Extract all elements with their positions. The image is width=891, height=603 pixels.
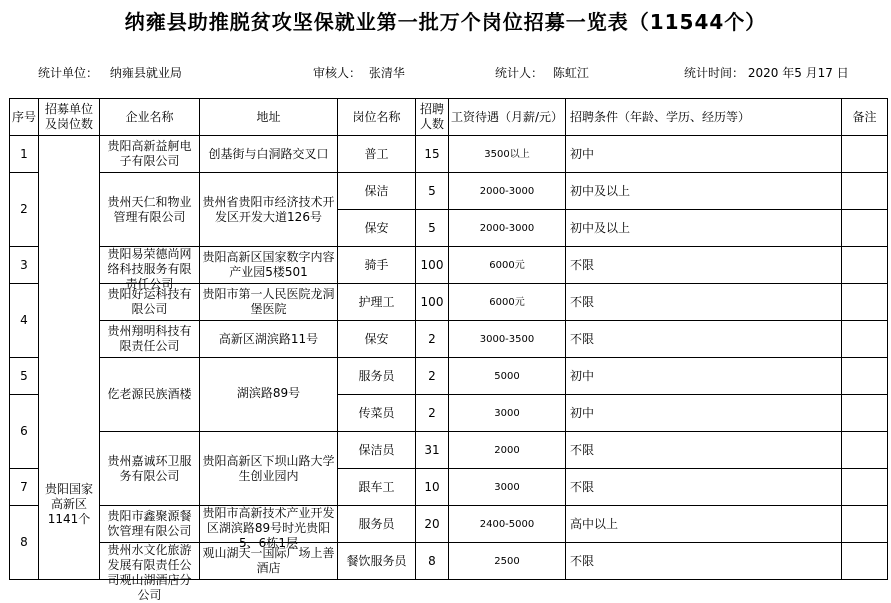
- reviewer-value: 张清华: [368, 66, 405, 80]
- pay-cell: 3000: [449, 469, 566, 506]
- note-cell: [842, 469, 888, 506]
- requirements-cell: 初中: [566, 395, 842, 432]
- position-cell: 骑手: [338, 247, 416, 284]
- stat-unit-label: 统计单位：: [38, 66, 99, 80]
- table-row: [10, 358, 888, 395]
- company-cell: 贵阳高新益舸电子有限公司: [100, 136, 200, 173]
- count-cell: 10: [416, 469, 449, 506]
- header-seq: 序号: [10, 99, 39, 136]
- pay-cell: 6000元: [449, 284, 566, 321]
- position-cell: 服务员: [338, 358, 416, 395]
- stat-person: [495, 64, 589, 81]
- note-cell: [842, 247, 888, 284]
- stat-time-value: 2020 年5 月17 日: [747, 66, 849, 80]
- pay-cell: 5000: [449, 358, 566, 395]
- table-row: [10, 173, 888, 210]
- count-cell: 2: [416, 321, 449, 358]
- requirements-cell: 初中及以上: [566, 173, 842, 210]
- address-cell: 观山湖天一国际广场上善酒店: [200, 543, 338, 580]
- count-cell: 5: [416, 210, 449, 247]
- header-requirements: 招聘条件（年龄、学历、经历等）: [566, 99, 842, 136]
- table-row: [10, 136, 888, 173]
- seq-cell: 8: [10, 506, 39, 580]
- stat-person-value: 陈虹江: [552, 66, 589, 80]
- requirements-cell: 初中: [566, 358, 842, 395]
- seq-cell: 5: [10, 358, 39, 395]
- company-cell: 仡老源民族酒楼: [100, 358, 200, 432]
- pay-cell: 3500以上: [449, 136, 566, 173]
- address-cell: 贵州省贵阳市经济技术开发区开发大道126号: [200, 173, 338, 247]
- stat-time: [684, 64, 849, 81]
- header-address: 地址: [200, 99, 338, 136]
- address-cell: 贵阳市高新技术产业开发区湖滨路89号时光贵阳5、6栋1层: [202, 506, 335, 550]
- pay-cell: 3000-3500: [449, 321, 566, 358]
- note-cell: [842, 210, 888, 247]
- requirements-cell: 不限: [566, 432, 842, 469]
- company-cell: 贵州翔明科技有限责任公司: [100, 321, 200, 358]
- table-row: [10, 543, 888, 580]
- count-cell: 100: [416, 247, 449, 284]
- stat-unit-value: 纳雍县就业局: [109, 66, 182, 80]
- pay-cell: 2000-3000: [449, 210, 566, 247]
- seq-cell: 4: [10, 284, 39, 358]
- note-cell: [842, 432, 888, 469]
- reviewer: [313, 64, 405, 81]
- requirements-cell: 不限: [566, 543, 842, 580]
- pay-cell: 2400-5000: [449, 506, 566, 543]
- header-position: 岗位名称: [338, 99, 416, 136]
- position-cell: 服务员: [338, 506, 416, 543]
- note-cell: [842, 136, 888, 173]
- position-cell: 餐饮服务员: [338, 543, 416, 580]
- requirements-cell: 不限: [566, 247, 842, 284]
- address-cell: 贵阳市第一人民医院龙洞堡医院: [200, 284, 338, 321]
- pay-cell: 2000-3000: [449, 173, 566, 210]
- pay-cell: 6000元: [449, 247, 566, 284]
- requirements-cell: 初中: [566, 136, 842, 173]
- count-cell: 2: [416, 358, 449, 395]
- header-unit: 招募单位及岗位数: [39, 99, 100, 136]
- pay-cell: 2500: [449, 543, 566, 580]
- note-cell: [842, 506, 888, 543]
- address-cell: 创基街与白洞路交叉口: [200, 136, 338, 173]
- position-cell: 保洁: [338, 173, 416, 210]
- stat-unit: [38, 64, 182, 81]
- group-unit-cell: 贵阳国家高新区1141个: [39, 136, 100, 580]
- position-cell: 普工: [338, 136, 416, 173]
- table-header-row: [10, 99, 888, 136]
- table-row: [10, 506, 888, 543]
- reviewer-label: 审核人：: [313, 66, 362, 80]
- seq-cell: 1: [10, 136, 39, 173]
- header-count: 招聘人数: [416, 99, 449, 136]
- count-cell: 100: [416, 284, 449, 321]
- note-cell: [842, 395, 888, 432]
- count-cell: 20: [416, 506, 449, 543]
- address-cell: 贵阳高新区国家数字内容产业园5楼501: [200, 247, 338, 284]
- seq-cell: 2: [10, 173, 39, 247]
- company-cell: 贵州天仁和物业管理有限公司: [100, 173, 200, 247]
- position-cell: 保安: [338, 210, 416, 247]
- company-cell: 贵阳好运科技有限公司: [100, 284, 200, 321]
- seq-cell: 7: [10, 469, 39, 506]
- note-cell: [842, 173, 888, 210]
- address-cell: 高新区湖滨路11号: [200, 321, 338, 358]
- page-title: 纳雍县助推脱贫攻坚保就业第一批万个岗位招募一览表（11544个）: [124, 10, 767, 34]
- requirements-cell: 初中及以上: [566, 210, 842, 247]
- table-row: [10, 284, 888, 321]
- position-cell: 保安: [338, 321, 416, 358]
- table-row: [10, 432, 888, 469]
- header-company: 企业名称: [100, 99, 200, 136]
- stat-person-label: 统计人：: [495, 66, 544, 80]
- pay-cell: 3000: [449, 395, 566, 432]
- address-cell: 贵阳高新区下坝山路大学生创业园内: [200, 432, 338, 506]
- count-cell: 2: [416, 395, 449, 432]
- table-row: [10, 247, 888, 284]
- position-cell: 传菜员: [338, 395, 416, 432]
- seq-cell: 3: [10, 247, 39, 284]
- position-cell: 保洁员: [338, 432, 416, 469]
- header-note: 备注: [842, 99, 888, 136]
- count-cell: 5: [416, 173, 449, 210]
- header-pay: 工资待遇（月薪/元）: [449, 99, 566, 136]
- company-cell: 贵州水文化旅游发展有限责任公司观山湖酒店分公司: [107, 543, 192, 602]
- requirements-cell: 不限: [566, 284, 842, 321]
- position-cell: 跟车工: [338, 469, 416, 506]
- note-cell: [842, 543, 888, 580]
- company-cell: 贵州嘉诚环卫服务有限公司: [100, 432, 200, 506]
- requirements-cell: 高中以上: [566, 506, 842, 543]
- address-cell: 湖滨路89号: [200, 358, 338, 432]
- recruitment-table: [9, 98, 888, 602]
- table-row: [10, 321, 888, 358]
- note-cell: [842, 321, 888, 358]
- stat-time-label: 统计时间：: [684, 66, 745, 80]
- count-cell: 15: [416, 136, 449, 173]
- company-cell: 贵阳易荣德尚网络科技服务有限责任公司: [107, 247, 192, 291]
- seq-cell: 6: [10, 395, 39, 469]
- company-cell: 贵阳市鑫聚源餐饮管理有限公司: [100, 506, 200, 543]
- count-cell: 31: [416, 432, 449, 469]
- note-cell: [842, 284, 888, 321]
- note-cell: [842, 358, 888, 395]
- count-cell: 8: [416, 543, 449, 580]
- requirements-cell: 不限: [566, 469, 842, 506]
- requirements-cell: 不限: [566, 321, 842, 358]
- pay-cell: 2000: [449, 432, 566, 469]
- position-cell: 护理工: [338, 284, 416, 321]
